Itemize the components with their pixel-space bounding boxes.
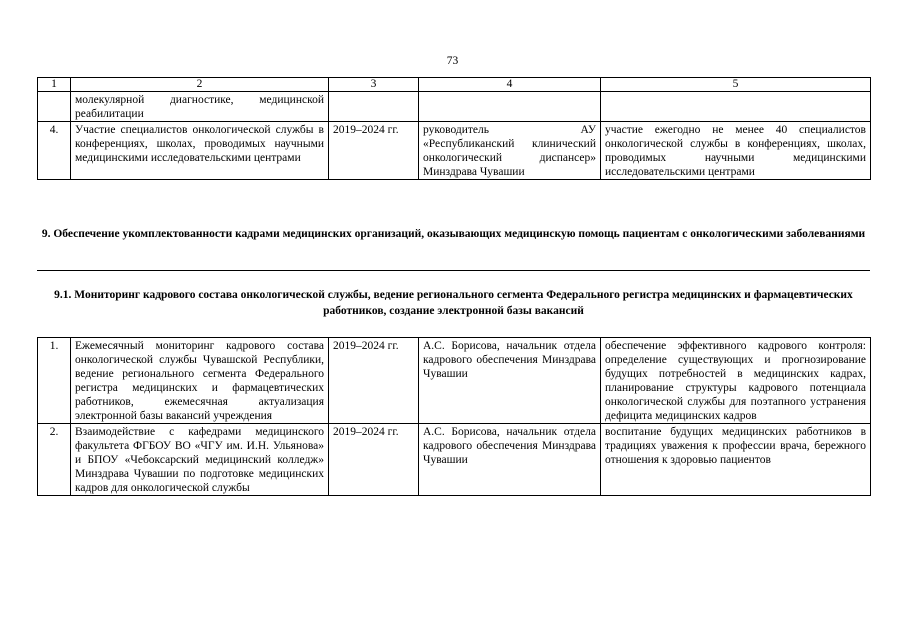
column-header: 1: [38, 78, 71, 92]
table-section-9-1: [37, 337, 871, 496]
column-header: 5: [601, 78, 871, 92]
table-row: [38, 424, 871, 496]
table-continued: [37, 77, 871, 180]
responsible-cell: [419, 92, 601, 122]
row-number: 4.: [38, 122, 71, 180]
row-number: 1.: [38, 338, 71, 424]
responsible-cell: руководитель АУ «Республиканский клинический онкологический диспансер» Минздрава Чувашии: [419, 122, 601, 180]
responsible-cell: А.С. Борисова, начальник отдела кадрового обеспечения Минздрава Чувашии: [419, 338, 601, 424]
table-row: [38, 122, 871, 180]
row-number: 2.: [38, 424, 71, 496]
result-cell: [601, 92, 871, 122]
section-9-title: 9. Обеспечение укомплектованности кадрами медицинских организаций, оказывающих медицинскую помощь пациентам с онкологическими заболеваниями: [41, 228, 866, 240]
result-cell: воспитание будущих медицинских работников в традициях уважения к профессии врача, бережного отношения к здоровью пациентов: [601, 424, 871, 496]
period-cell: [329, 92, 419, 122]
responsible-cell: А.С. Борисова, начальник отдела кадрового обеспечения Минздрава Чувашии: [419, 424, 601, 496]
column-header: 2: [71, 78, 329, 92]
activity-cell: молекулярной диагностике, медицинской реабилитации: [71, 92, 329, 122]
result-cell: участие ежегодно не менее 40 специалистов онкологической службы в конференциях, школах, проводимых научными медицинскими исследовательскими центрами: [601, 122, 871, 180]
column-header: 3: [329, 78, 419, 92]
divider: [37, 270, 870, 271]
page-number: 73: [446, 55, 459, 67]
table-header-row: [38, 78, 871, 92]
row-number: [38, 92, 71, 122]
activity-cell: Ежемесячный мониторинг кадрового состава онкологической службы Чувашской Республики, ведение регионального сегмента Федерального регистра медицинских и фармацевтических работников, ежемесячная актуализация электронной базы вакансий учреждения: [71, 338, 329, 424]
activity-cell: Участие специалистов онкологической службы в конференциях, школах, проводимых научными медицинскими исследовательскими центрами: [71, 122, 329, 180]
period-cell: 2019–2024 гг.: [329, 338, 419, 424]
result-cell: обеспечение эффективного кадрового контроля: определение существующих и прогнозирование будущих потребностей в медицинских кадрах, планирование структуры кадрового потенциала онкологической службы для поэтапного устранения дефицита медицинских кадров: [601, 338, 871, 424]
period-cell: 2019–2024 гг.: [329, 424, 419, 496]
table-row: [38, 338, 871, 424]
period-cell: 2019–2024 гг.: [329, 122, 419, 180]
column-header: 4: [419, 78, 601, 92]
section-9-1-title: 9.1. Мониторинг кадрового состава онкологической службы, ведение регионального сегмента Федерального регистра медицинских и фармацевтических работников, создание электронной базы вакансий: [54, 289, 853, 317]
table-row: [38, 92, 871, 122]
activity-cell: Взаимодействие с кафедрами медицинского факультета ФГБОУ ВО «ЧГУ им. И.Н. Ульянова» и БПОУ «Чебоксарский медицинский колледж» Минздрава Чувашии по подготовке медицинских кадров для онкологической службы: [71, 424, 329, 496]
